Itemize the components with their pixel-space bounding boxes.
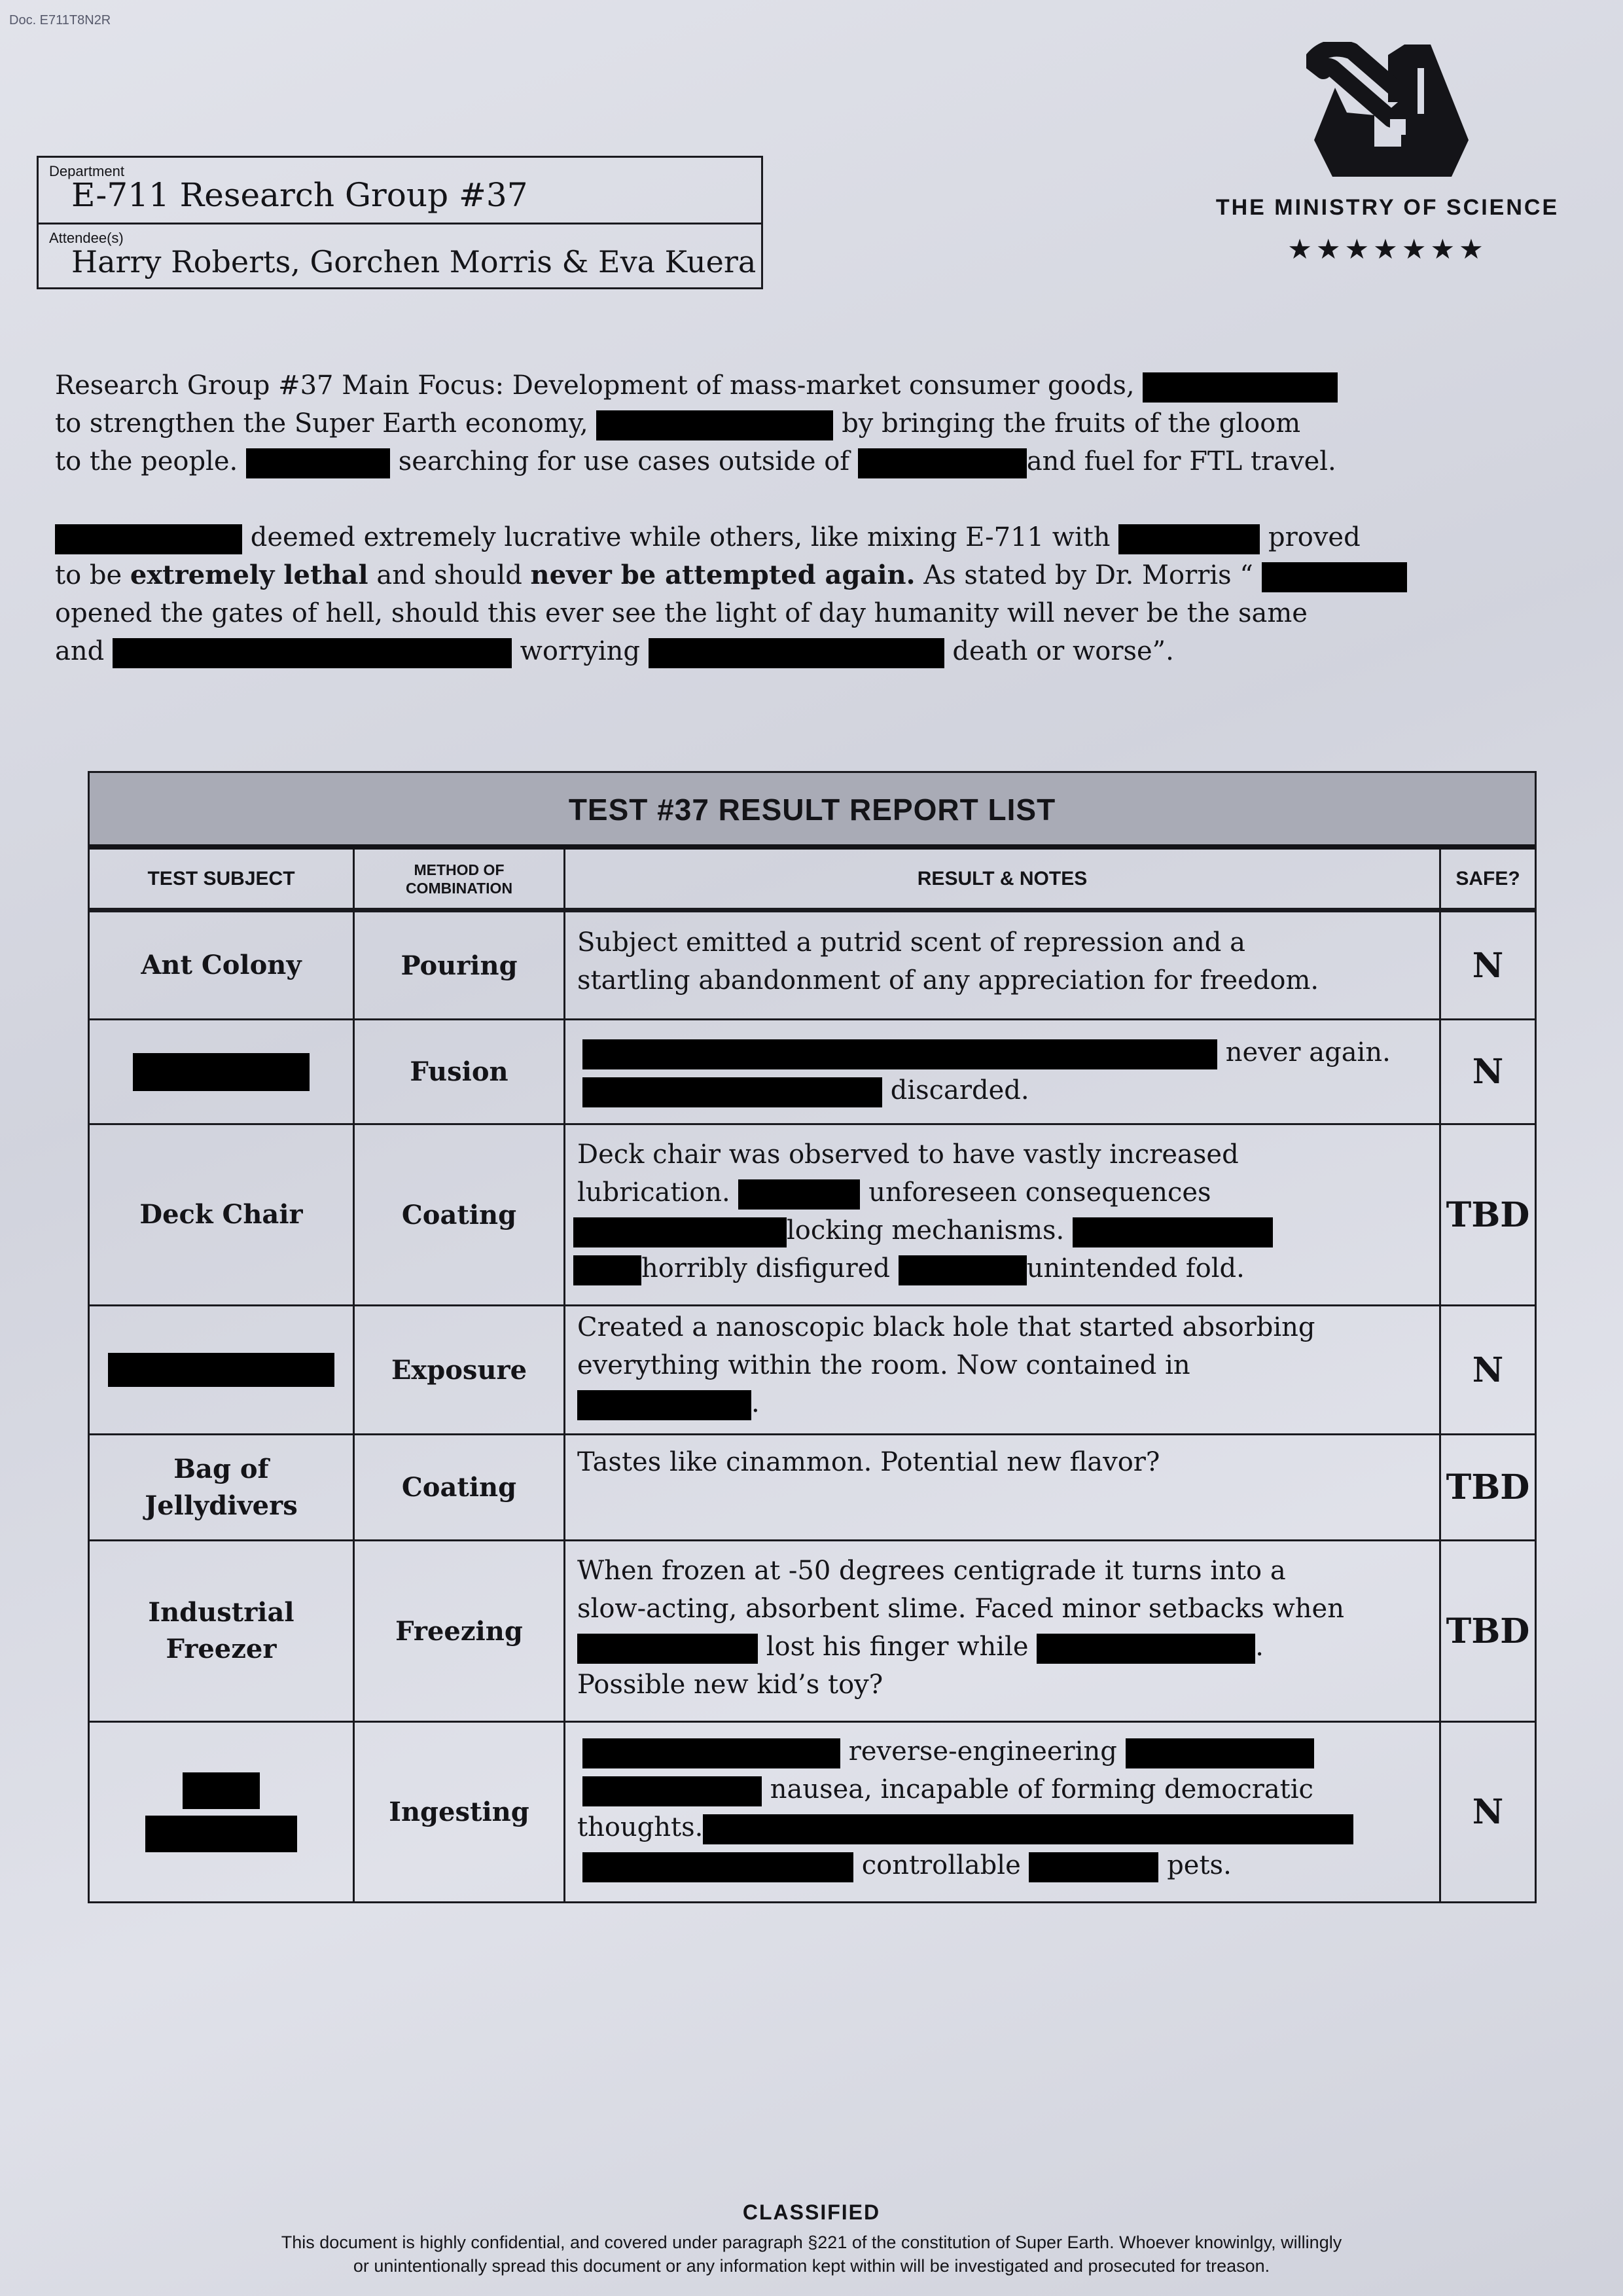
redaction-bar <box>113 638 512 668</box>
notes-line: Possible new kid’s toy? <box>577 1670 883 1700</box>
table-cell-notes <box>565 1443 1439 1481</box>
table-cell-method: Pouring <box>401 950 518 981</box>
table-cell-method: Coating <box>401 1472 517 1503</box>
notes-text: lost his finger while <box>766 1632 1029 1662</box>
header-divider <box>90 908 1535 912</box>
table-cell-safe: N <box>1472 1792 1504 1832</box>
redaction-bar <box>573 1217 787 1247</box>
notes-text: pets. <box>1167 1850 1232 1880</box>
table-cell-method: Fusion <box>410 1056 508 1087</box>
table-cell-subject: Deck Chair <box>139 1199 303 1230</box>
redaction-bar <box>649 638 944 668</box>
paragraph-line <box>55 556 1462 594</box>
notes-text: . <box>1255 1632 1264 1662</box>
redaction-bar <box>1037 1634 1255 1664</box>
paragraph-line <box>55 594 1462 632</box>
column-header-subject: TEST SUBJECT <box>147 867 295 889</box>
table-cell-method: Ingesting <box>389 1797 529 1827</box>
attendees-label: Attendee(s) <box>49 230 124 246</box>
notes-text: thoughts. <box>577 1812 704 1842</box>
notes-text: discarded. <box>890 1075 1029 1105</box>
notes-line: When frozen at -50 degrees centigrade it turns into a <box>577 1556 1286 1586</box>
disclaimer-line: or unintentionally spread this document or any information kept within will be investigated and prosecuted for treason. <box>353 2256 1270 2276</box>
column-header-safe: SAFE? <box>1455 867 1520 889</box>
redaction-bar <box>183 1772 260 1809</box>
redaction-bar <box>246 448 390 478</box>
column-header-method <box>355 850 563 908</box>
notes-line <box>577 1846 1439 1884</box>
notes-line <box>577 1628 1439 1666</box>
table-cell-method: Coating <box>401 1199 517 1230</box>
redaction-bar <box>573 1255 641 1285</box>
redaction-bar <box>1126 1738 1314 1768</box>
notes-text: locking mechanisms. <box>787 1215 1065 1246</box>
table-cell-safe: N <box>1472 1052 1504 1092</box>
table-cell-subject <box>90 1020 353 1123</box>
paragraph-text: and fuel for FTL travel. <box>1026 446 1336 476</box>
paragraph-text: worrying <box>520 636 640 666</box>
attendees-value: Harry Roberts, Gorchen Morris & Eva Kuera <box>71 244 757 279</box>
notes-line: Deck chair was observed to have vastly increased <box>577 1139 1239 1170</box>
paragraph-text: to the people. <box>55 446 238 476</box>
table-cell-subject <box>90 1541 353 1721</box>
table-cell-safe: TBD <box>1446 1467 1530 1507</box>
table-title: TEST #37 RESULT REPORT LIST <box>90 773 1535 850</box>
notes-line: everything within the room. Now contained in <box>577 1350 1190 1380</box>
notes-text: controllable <box>861 1850 1021 1880</box>
paragraph-text: opened the gates of hell, should this ever see the light of day humanity will never be the same <box>55 598 1308 628</box>
table-cell-subject: Ant Colony <box>141 950 302 980</box>
redaction-bar <box>899 1255 1027 1285</box>
redaction-bar <box>582 1852 853 1882</box>
redaction-bar <box>1073 1217 1273 1247</box>
results-paragraph <box>55 518 1462 670</box>
redaction-bar <box>1029 1852 1158 1882</box>
notes-line: Tastes like cinammon. Potential new flavor? <box>577 1447 1160 1477</box>
table-cell-method: Freezing <box>395 1615 523 1647</box>
column-header-text: METHOD OF <box>414 861 505 878</box>
focus-paragraph <box>55 367 1462 480</box>
redaction-bar <box>582 1077 882 1107</box>
notes-line <box>577 1174 1439 1211</box>
table-cell-safe: N <box>1472 945 1504 986</box>
paragraph-text: and <box>55 636 105 666</box>
table-cell-notes <box>565 924 1439 999</box>
notes-line <box>577 1732 1439 1770</box>
table-cell-notes <box>565 1552 1439 1704</box>
redaction-bar <box>582 1776 762 1806</box>
notes-text: lubrication. <box>577 1177 730 1208</box>
paragraph-text: by bringing the fruits of the gloom <box>842 408 1301 439</box>
notes-line <box>577 1384 1439 1422</box>
redaction-bar <box>133 1053 310 1091</box>
table-cell-subject <box>90 1723 353 1901</box>
notes-line <box>577 1071 1439 1109</box>
paragraph-text: to strengthen the Super Earth economy, <box>55 408 588 439</box>
notes-text: unintended fold. <box>1026 1253 1245 1283</box>
redaction-bar <box>577 1634 758 1664</box>
table-cell-notes <box>565 1136 1439 1287</box>
redaction-bar <box>858 448 1027 478</box>
notes-line: startling abandonment of any appreciation for freedom. <box>577 965 1319 996</box>
result-report-table <box>88 771 1537 1903</box>
notes-text: never again. <box>1225 1037 1391 1067</box>
department-row <box>39 158 761 223</box>
redaction-bar <box>577 1390 751 1420</box>
redaction-bar <box>108 1353 334 1387</box>
redaction-bar <box>1143 372 1338 403</box>
paragraph-line <box>55 404 1462 442</box>
table-cell-notes <box>565 1732 1439 1884</box>
notes-line <box>577 1770 1439 1808</box>
redaction-bar <box>145 1816 297 1852</box>
ministry-of-science-emblem-icon <box>1306 42 1470 182</box>
subject-text: Jellydivers <box>145 1490 298 1521</box>
redaction-bar <box>582 1738 840 1768</box>
redaction-bar <box>703 1814 1353 1844</box>
redaction-bar <box>582 1039 1217 1069</box>
redaction-bar <box>55 524 242 554</box>
paragraph-line <box>55 518 1462 556</box>
notes-text: nausea, incapable of forming democratic <box>770 1774 1313 1804</box>
notes-line <box>577 1033 1439 1071</box>
table-cell-safe: TBD <box>1446 1611 1530 1651</box>
subject-text: Freezer <box>166 1634 277 1664</box>
notes-line: slow-acting, absorbent slime. Faced minor setbacks when <box>577 1594 1344 1624</box>
emphasis-text: extremely lethal <box>130 560 368 590</box>
table-cell-safe: N <box>1472 1350 1504 1390</box>
notes-text: . <box>751 1388 760 1418</box>
paragraph-text: Research Group #37 Main Focus: Development of mass-market consumer goods, <box>55 370 1135 401</box>
notes-text: reverse-engineering <box>848 1736 1117 1767</box>
column-header-notes: RESULT & NOTES <box>917 867 1088 889</box>
classified-label: CLASSIFIED <box>742 2200 881 2224</box>
paragraph-line <box>55 442 1462 480</box>
header-info-box <box>37 156 763 289</box>
paragraph-text: As stated by Dr. Morris “ <box>923 560 1253 590</box>
paragraph-text: proved <box>1268 522 1361 552</box>
notes-line: Subject emitted a putrid scent of repression and a <box>577 927 1245 958</box>
column-header-text: COMBINATION <box>405 879 513 897</box>
notes-text: unforeseen consequences <box>868 1177 1211 1208</box>
notes-line <box>577 1249 1439 1287</box>
table-cell-notes <box>565 1308 1439 1422</box>
paragraph-text: to be <box>55 560 122 590</box>
redaction-bar <box>1118 524 1260 554</box>
subject-text: Industrial <box>148 1597 294 1628</box>
disclaimer-line: This document is highly confidential, and covered under paragraph §221 of the constitution of Super Earth. Whoever knowinlgy, willingly <box>281 2233 1342 2252</box>
attendees-row <box>39 223 761 289</box>
table-cell-subject <box>90 1306 353 1433</box>
subject-text: Bag of <box>173 1453 269 1484</box>
paragraph-text: deemed extremely lucrative while others, like mixing E-711 with <box>250 522 1111 552</box>
notes-line <box>577 1211 1439 1249</box>
paragraph-line <box>55 632 1462 670</box>
notes-line: Created a nanoscopic black hole that started absorbing <box>577 1312 1315 1342</box>
table-cell-subject <box>90 1435 353 1539</box>
department-value: E-711 Research Group #37 <box>71 176 528 214</box>
document-id: Doc. E711T8N2R <box>9 13 111 27</box>
notes-line <box>577 1808 1439 1846</box>
table-cell-method: Exposure <box>391 1354 527 1386</box>
table-cell-notes <box>565 1033 1439 1109</box>
paragraph-line <box>55 367 1462 404</box>
paragraph-text: searching for use cases outside of <box>398 446 850 476</box>
redaction-bar <box>596 410 833 440</box>
ministry-stars: ★★★★★★★ <box>1287 234 1488 264</box>
paragraph-text: death or worse”. <box>952 636 1174 666</box>
confidentiality-disclaimer <box>157 2231 1466 2278</box>
paragraph-text: and should <box>376 560 522 590</box>
redaction-bar <box>738 1179 860 1210</box>
redaction-bar <box>1262 562 1407 592</box>
emphasis-text: never be attempted again. <box>530 560 916 590</box>
notes-text: horribly disfigured <box>641 1253 890 1283</box>
table-cell-safe: TBD <box>1446 1194 1530 1235</box>
department-label: Department <box>49 163 124 179</box>
ministry-name: THE MINISTRY OF SCIENCE <box>1215 195 1560 220</box>
